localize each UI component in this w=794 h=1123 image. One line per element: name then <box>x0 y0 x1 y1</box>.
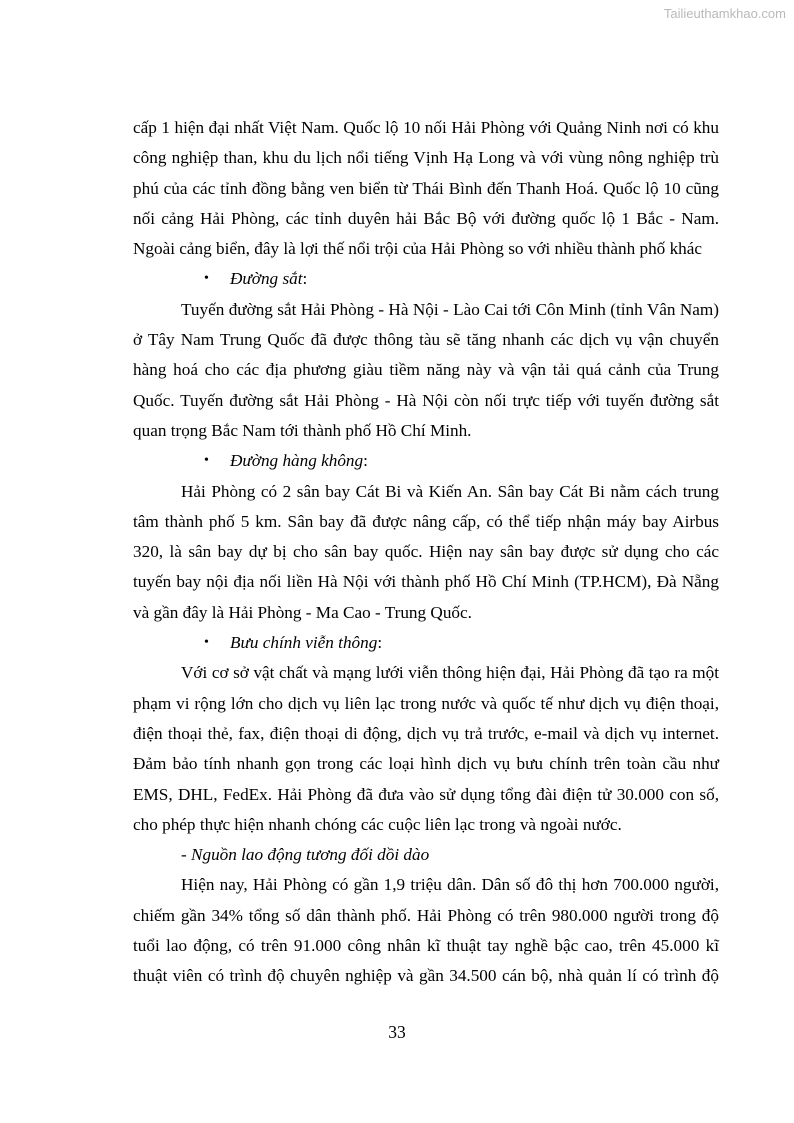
paragraph-labor: Hiện nay, Hải Phòng có gần 1,9 triệu dân. Dân số đô thị hơn 700.000 người, chiếm gần 34% tổng số dân thành phố. Hải Phòng có trên 980.000 người trong độ tuổi lao động, có trên 91.000 công nhân kĩ thuật tay nghề bậc cao, trên 45.000 kĩ thuật viên có trình độ chuyên nghiệp và gần 34.500 cán bộ, nhà quản lí có trình độ <box>133 875 719 986</box>
heading-air-text: Đường hàng không <box>230 451 364 471</box>
page-body <box>133 113 719 992</box>
heading-colon: : <box>302 269 308 289</box>
bullet-icon: • <box>204 271 209 287</box>
bullet-icon: • <box>204 453 209 469</box>
bullet-icon: • <box>204 635 209 651</box>
heading-colon: : <box>363 451 368 471</box>
heading-labor: - Nguồn lao động tương đối dồi dào <box>181 845 430 865</box>
bullet-heading-railway <box>133 264 719 294</box>
watermark: Tailieuthamkhao.com <box>663 6 786 21</box>
bullet-heading-air <box>133 446 719 476</box>
heading-railway-text: Đường sắt <box>230 269 303 289</box>
paragraph-air: Hải Phòng có 2 sân bay Cát Bi và Kiến An. Sân bay Cát Bi nằm cách trung tâm thành phố 5 km. Sân bay đã được nâng cấp, có thể tiếp nhận máy bay Airbus 320, là sân bay dự bị cho sân bay quốc. Hiện nay sân bay được sử dụng cho các tuyến bay nội địa nối liền Hà Nội với thành phố Hồ Chí Minh (TP.HCM), Đà Nẵng và gần đây là Hải Phòng - Ma Cao - Trung Quốc. <box>133 481 719 622</box>
bullet-heading-telecom <box>133 628 719 658</box>
paragraph-railway: Tuyến đường sắt Hải Phòng - Hà Nội - Lào Cai tới Côn Minh (tỉnh Vân Nam) ở Tây Nam Trung Quốc đã được thông tàu sẽ tăng nhanh các dịch vụ vận chuyển hàng hoá cho các địa phương giàu tiềm năng này và vận tải quá cảnh của Trung Quốc. Tuyến đường sắt Hải Phòng - Hà Nội còn nối trực tiếp với tuyến đường sắt quan trọng Bắc Nam tới thành phố Hồ Chí Minh. <box>133 299 719 440</box>
page-number: 33 <box>388 1022 406 1042</box>
paragraph-telecom: Với cơ sở vật chất và mạng lưới viễn thông hiện đại, Hải Phòng đã tạo ra một phạm vi rộng lớn cho dịch vụ liên lạc trong nước và quốc tế như dịch vụ điện thoại, điện thoại thẻ, fax, điện thoại di động, dịch vụ trả trước, e-mail và dịch vụ internet. Đảm bảo tính nhanh gọn trong các loại hình dịch vụ bưu chính trên toàn cầu như EMS, DHL, FedEx. Hải Phòng đã đưa vào sử dụng tổng đài điện tử 30.000 con số, cho phép thực hiện nhanh chóng các cuộc liên lạc trong và ngoài nước. <box>133 663 719 834</box>
heading-colon: : <box>377 633 383 653</box>
paragraph-intro: cấp 1 hiện đại nhất Việt Nam. Quốc lộ 10 nối Hải Phòng với Quảng Ninh nơi có khu công nghiệp than, khu du lịch nổi tiếng Vịnh Hạ Long và với vùng nông nghiệp trù phú của các tỉnh đồng bằng ven biển từ Thái Bình đến Thanh Hoá. Quốc lộ 10 cũng nối cảng Hải Phòng, các tỉnh duyên hải Bắc Bộ với đường quốc lộ 1 Bắc - Nam. Ngoài cảng biển, đây là lợi thế nổi trội của Hải Phòng so với nhiều thành phố khác <box>133 118 719 259</box>
heading-telecom-text: Bưu chính viễn thông <box>230 633 378 653</box>
